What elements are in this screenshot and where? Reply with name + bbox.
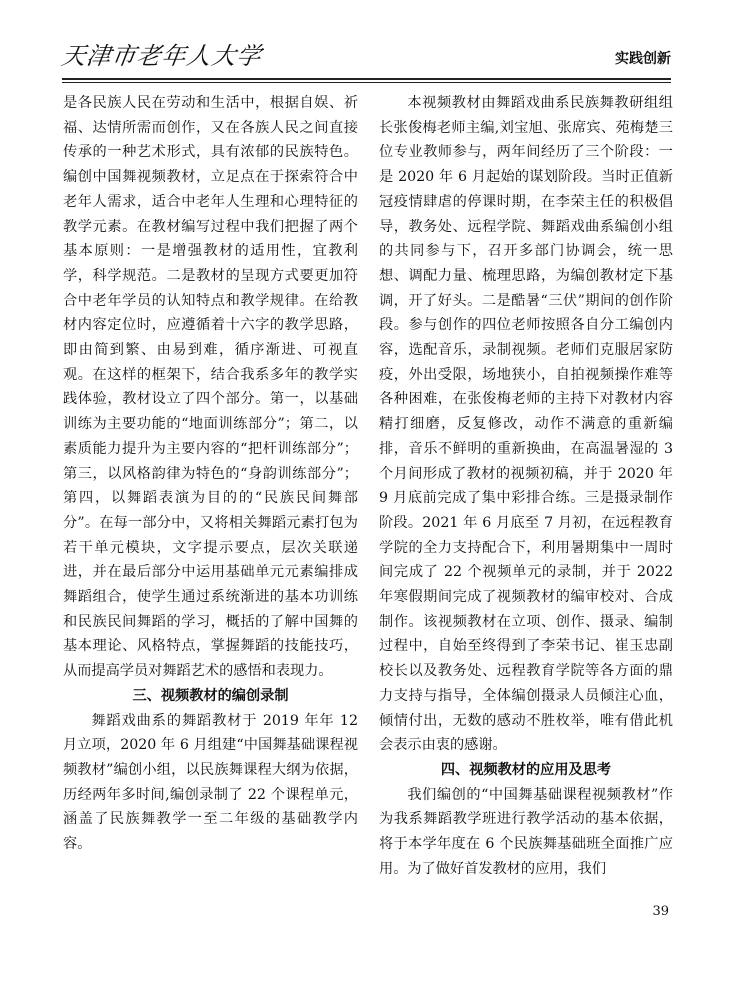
page-number: 39 [652, 904, 669, 919]
header-rule-thick [62, 78, 671, 80]
left-column [63, 91, 358, 857]
section-label: 实践创新 [615, 51, 671, 67]
right-paragraph-1: 本视频教材由舞蹈戏曲系民族舞教研组组长张俊梅老师主编,刘宝旭、张席宾、苑梅楚三位专业教师参与，两年间经历了三个阶段：一是 2020 年 6 月起始的谋划阶段。当时正值新冠疫情肆虐的停课时期，在李荣主任的积极倡导，教务处、远程学院、舞蹈戏曲系编创小组的共同参与下，召开多部门协调会，统一思想、调配力量、梳理思路，为编创教材定下基调，开了好头。二是酷暑“三伏”期间的创作阶段。参与创作的四位老师按照各自分工编创内容，选配音乐，录制视频。老师们克服居家防疫，外出受限，场地狭小，自拍视频操作难等各种困难，在张俊梅老师的主持下对教材内容精打细磨，反复修改，动作不满意的重新编排，音乐不鲜明的重新换曲，在高温暑湿的 3 个月间形成了教材的视频初稿，并于 2020 年 9 月底前完成了集中彩排合练。三是摄录制作阶段。2021 年 6 月底至 7 月初，在远程教育学院的全力支持配合下，利用暑期集中一周时间完成了 22 个视频单元的录制，并于 2022 年寒假期间完成了视频教材的编审校对、合成制作。该视频教材在立项、创作、摄录、编制过程中，自始至终得到了李荣书记、崔玉忠副校长以及教务处、远程教育学院等各方面的鼎力支持与指导，全体编创摄录人员倾注心血，倾情付出，无数的感动不胜枚举，唯有借此机会表示由衷的感谢。 [379, 95, 673, 754]
header-rule-thin [62, 82, 671, 83]
section-heading-3: 三、视频教材的编创录制 [132, 687, 289, 704]
page-header [59, 34, 671, 76]
right-paragraph-2: 我们编创的“中国舞基础课程视频教材”作为我系舞蹈教学班进行教学活动的基本依据，将于本学年度在 6 个民族舞基础班全面推广应用。为了做好首发教材的应用，我们 [379, 786, 673, 877]
section-heading-4: 四、视频教材的应用及思考 [440, 761, 612, 778]
left-paragraph-1: 是各民族人民在劳动和生活中，根据自娱、祈福、达情所需而创作，又在各族人民之间直接传承的一种艺术形式，具有浓郁的民族特色。编创中国舞视频教材，立足点在于探索符合中老年人需求，适合中老年人生理和心理特征的教学元素。在教材编写过程中我们把握了两个基本原则：一是增强教材的适用性，宜教利学，科学规范。二是教材的呈现方式要更加符合中老年学员的认知特点和教学规律。在给教材内容定位时，应遵循着十六字的教学思路，即由简到繁、由易到难，循序渐进、可视直观。在这样的框架下，结合我系多年的教学实践体验，教材设立了四个部分。第一，以基础训练为主要功能的“地面训练部分”；第二，以素质能力提升为主要内容的“把杆训练部分”；第三，以风格韵律为特色的“身韵训练部分”；第四，以舞蹈表演为目的的“民族民间舞部分”。在每一部分中，又将相关舞蹈元素打包为若干单元模块，文字提示要点，层次关联递进，并在最后部分中运用基础单元元素编排成舞蹈组合，使学生通过系统渐进的基本功训练和民族民间舞蹈的学习，概括的了解中国舞的基本理论、风格特点，掌握舞蹈的技能技巧，从而提高学员对舞蹈艺术的感悟和表现力。 [63, 95, 358, 680]
left-paragraph-2: 舞蹈戏曲系的舞蹈教材于 2019 年年 12 月立项，2020 年 6 月组建“中国舞基础课程视频教材”编创小组，以民族舞课程大纲为依据，历经两年多时间,编创录制了 22 个课程单元，涵盖了民族舞教学一至二年级的基础教学内容。 [63, 712, 358, 853]
journal-logo: 天津市老年人大学 [59, 42, 264, 70]
right-column [379, 91, 673, 882]
